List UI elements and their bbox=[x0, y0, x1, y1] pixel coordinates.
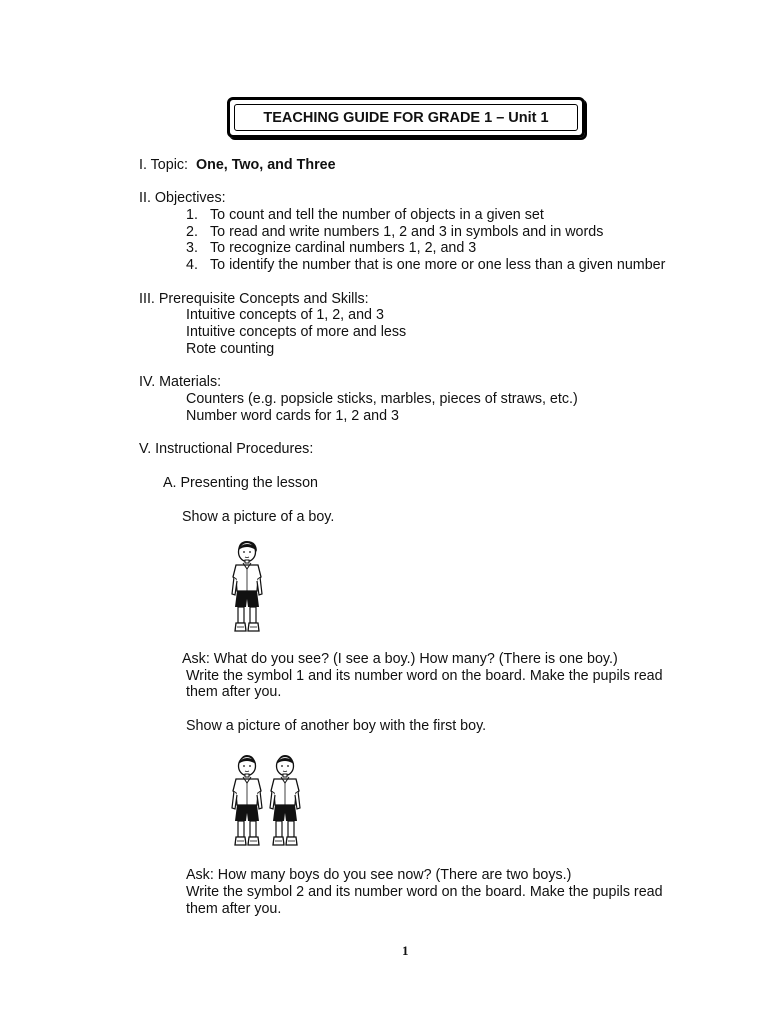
topic-label: I. Topic: bbox=[139, 157, 189, 173]
title-box bbox=[227, 97, 585, 138]
procedure-sub-a: A. Presenting the lesson bbox=[163, 475, 318, 491]
prerequisite-item: Intuitive concepts of more and less bbox=[186, 324, 407, 340]
prerequisites-heading: III. Prerequisite Concepts and Skills: bbox=[139, 291, 369, 307]
topic-line bbox=[139, 157, 336, 174]
boy-figure-icon bbox=[229, 751, 305, 851]
objectives-heading: II. Objectives: bbox=[139, 190, 226, 206]
objective-item: 3. To recognize cardinal numbers 1, 2, and 3 bbox=[186, 240, 477, 256]
write-two-text-line1: Write the symbol 2 and its number word on the board. Make the pupils read bbox=[186, 884, 663, 900]
prerequisite-item: Rote counting bbox=[186, 341, 275, 357]
material-item: Number word cards for 1, 2 and 3 bbox=[186, 408, 399, 424]
prerequisite-item: Intuitive concepts of 1, 2, and 3 bbox=[186, 307, 384, 323]
topic-value: One, Two, and Three bbox=[196, 157, 336, 173]
page-number: 1 bbox=[402, 943, 409, 958]
objective-item: 2. To read and write numbers 1, 2 and 3 in symbols and in words bbox=[186, 224, 604, 240]
boy-figure-icon bbox=[229, 539, 265, 641]
write-one-text-line2: them after you. bbox=[186, 684, 282, 700]
material-item: Counters (e.g. popsicle sticks, marbles, pieces of straws, etc.) bbox=[186, 391, 578, 407]
ask-one-text: Ask: What do you see? (I see a boy.) How many? (There is one boy.) bbox=[182, 651, 618, 667]
show-one-text: Show a picture of a boy. bbox=[182, 509, 335, 525]
show-two-text: Show a picture of another boy with the first boy. bbox=[186, 718, 487, 734]
objective-item: 4. To identify the number that is one more or one less than a given number bbox=[186, 257, 666, 273]
objective-item: 1. To count and tell the number of objects in a given set bbox=[186, 207, 544, 223]
procedures-heading: V. Instructional Procedures: bbox=[139, 441, 314, 457]
ask-two-text: Ask: How many boys do you see now? (There are two boys.) bbox=[186, 867, 572, 883]
materials-heading: IV. Materials: bbox=[139, 374, 222, 390]
two-boys-illustration bbox=[229, 751, 305, 855]
page-title: TEACHING GUIDE FOR GRADE 1 – Unit 1 bbox=[234, 104, 578, 131]
write-two-text-line2: them after you. bbox=[186, 901, 282, 917]
write-one-text-line1: Write the symbol 1 and its number word on the board. Make the pupils read bbox=[186, 668, 663, 684]
